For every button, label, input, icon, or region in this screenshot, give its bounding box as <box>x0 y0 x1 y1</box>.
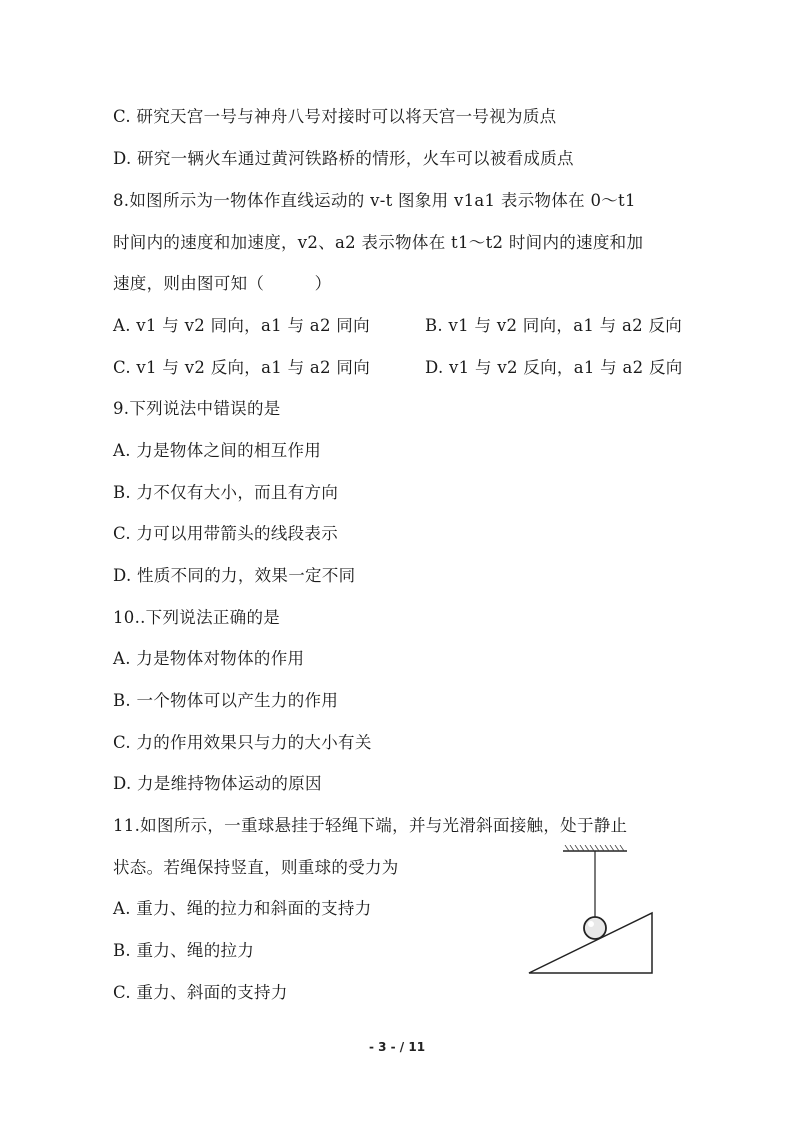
q10-option-a: A. 力是物体对物体的作用 <box>113 649 305 668</box>
q11-stem-line-2: 状态。若绳保持竖直，则重球的受力为 <box>113 858 399 877</box>
q8-stem-line-3: 速度，则由图可知（ ） <box>113 274 332 293</box>
q9-stem: 9.下列说法中错误的是 <box>113 399 281 418</box>
q11-option-a: A. 重力、绳的拉力和斜面的支持力 <box>113 899 372 918</box>
q10-stem: 10..下列说法正确的是 <box>113 608 281 627</box>
q11-option-b: B. 重力、绳的拉力 <box>113 941 255 960</box>
q8-stem-line-2: 时间内的速度和加速度，v2、a2 表示物体在 t1～t2 时间内的速度和加 <box>113 233 644 252</box>
heavy-ball <box>584 917 606 939</box>
q10-option-b: B. 一个物体可以产生力的作用 <box>113 691 339 710</box>
q9-option-a: A. 力是物体之间的相互作用 <box>113 441 322 460</box>
ball-highlight <box>588 921 594 927</box>
q11-stem-line-1: 11.如图所示，一重球悬挂于轻绳下端，并与光滑斜面接触，处于静止 <box>113 816 628 835</box>
q7-option-d: D. 研究一辆火车通过黄河铁路桥的情形，火车可以被看成质点 <box>113 149 574 168</box>
q8-option-b: B. v1 与 v2 同向，a1 与 a2 反向 <box>425 316 683 335</box>
page-number: - 3 - / 11 <box>368 1040 426 1054</box>
q9-option-c: C. 力可以用带箭头的线段表示 <box>113 524 339 543</box>
ceiling-support <box>563 845 627 851</box>
q11-option-c: C. 重力、斜面的支持力 <box>113 983 288 1002</box>
q8-option-c: C. v1 与 v2 反向，a1 与 a2 同向 <box>113 358 371 377</box>
q8-option-d: D. v1 与 v2 反向，a1 与 a2 反向 <box>425 358 683 377</box>
q8-option-a: A. v1 与 v2 同向，a1 与 a2 同向 <box>113 316 370 335</box>
q9-option-b: B. 力不仅有大小，而且有方向 <box>113 483 339 502</box>
q10-option-d: D. 力是维持物体运动的原因 <box>113 774 322 793</box>
ball-on-incline-figure <box>525 845 657 979</box>
q10-option-c: C. 力的作用效果只与力的大小有关 <box>113 733 372 752</box>
q8-stem-line-1: 8.如图所示为一物体作直线运动的 v-t 图象用 v1a1 表示物体在 0～t1 <box>113 191 636 210</box>
q9-option-d: D. 性质不同的力，效果一定不同 <box>113 566 356 585</box>
q7-option-c: C. 研究天宫一号与神舟八号对接时可以将天宫一号视为质点 <box>113 107 557 126</box>
